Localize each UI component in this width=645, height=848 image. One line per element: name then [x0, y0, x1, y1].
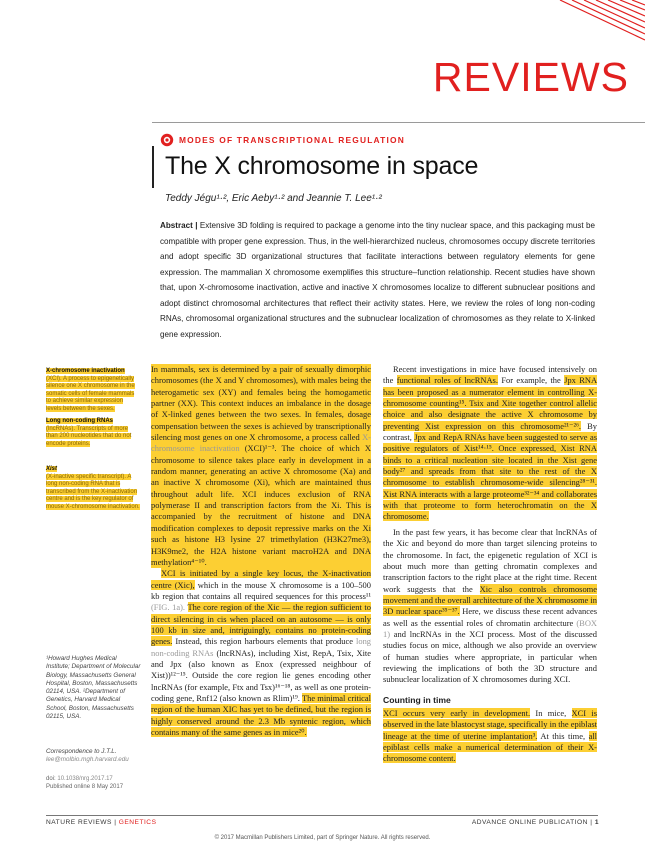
body-column-left	[151, 364, 371, 738]
paragraph-text: For example, the	[501, 375, 561, 386]
glossary-term: Xist	[46, 466, 58, 472]
paragraph	[383, 708, 597, 765]
copyright-notice: © 2017 Macmillan Publishers Limited, part of Springer Nature. All rights reserved.	[214, 835, 431, 841]
published-date: Published online 8 May 2017	[46, 784, 124, 790]
highlighted-text: XCI is observed in the late blastocyst stage, specifically in the epiblast lineage at the time of uterine implantation³.	[383, 707, 597, 741]
doi-prefix: doi:	[46, 776, 56, 782]
glossary-definition: (X-inactive specific transcript). A long non-coding RNA that is transcribed from the X-inactivation centre and is the key regulator of mouse X-chromosome inactivation.	[46, 473, 140, 510]
highlighted-text: functional roles of lncRNAs.	[396, 375, 498, 386]
paragraph-text: Recent investigations in mice have focused intensively on the	[383, 364, 597, 386]
glossary-link[interactable]: long non-coding RNAs	[151, 636, 372, 658]
highlighted-text: The minimal critical region of the human XIC has yet to be defined, but the region is highly conserved around the 2.3 Mb syntenic region, which contains many of the same genes as in mice²⁰.	[151, 692, 371, 737]
glossary-term: Long non-coding RNAs	[46, 418, 113, 424]
figure-link[interactable]: (FIG. 1a).	[151, 602, 186, 613]
affiliations: ¹Howard Hughes Medical Institute; Department of Molecular Biology, Massachusetts General Hospital, Boston, Massachusetts 02114, USA. ²Department of Genetics, Harvard Medical School, Boston, Massachusetts 02115, USA.	[46, 655, 141, 721]
paragraph-text: and lncRNAs in the XCI process. Most of the discussed studies focus on mice, although we also provide an overview of human studies where appropriate, in particular when reviewing the implications of both the 3D structure and subnuclear localization of X chromosomes during XCI.	[383, 628, 598, 685]
doi-block	[46, 775, 142, 791]
glossary-link[interactable]: X-chromosome inactivation	[151, 432, 371, 454]
author-list: Teddy Jégu¹·², Eric Aeby¹·² and Jeannie T. Lee¹·²	[165, 193, 382, 204]
highlighted-text: XCI is initiated by a single key locus, the X-inactivation centre (Xic),	[151, 568, 371, 590]
highlighted-text: Xic also controls chromosome movement and the overall architecture of the X chromosome in 3D nuclear space³⁵⁻³⁷.	[383, 583, 597, 617]
glossary-term: X-chromosome inactivation	[46, 368, 125, 374]
correspondence-email[interactable]: lee@molbio.mgh.harvard.edu	[46, 756, 129, 764]
chromosome-icon	[160, 133, 174, 147]
body-column-right	[383, 364, 597, 765]
paragraph	[151, 568, 371, 738]
paragraph-text: In mammals, sex is determined by a pair of sexually dimorphic chromosomes (the X and Y chromosomes), with males being the heterogametic sex (XY) and females being the homogametic partner (XX). This context induces an imbalance in the dosage of X-linked genes between the two sexes. In females, dosage compensation between the sexes is achieved by transcriptionally silencing most genes on one X chromosome, a process called	[151, 364, 371, 443]
correspondence-label: Correspondence to J.T.L.	[46, 748, 117, 755]
doi-link[interactable]: 10.1038/nrg.2017.17	[57, 776, 113, 782]
title-rule	[152, 146, 154, 188]
paragraph-text: In mice,	[535, 707, 567, 718]
footer-publication: ADVANCE ONLINE PUBLICATION | 1	[471, 819, 599, 826]
glossary-item	[46, 418, 140, 448]
page-number: 1	[594, 819, 599, 826]
paragraph-text: In the past few years, it has become clear that lncRNAs of the Xic and beyond do more than target silencing proteins to the chromosome. In fact, the epigenetic regulation of XCI is about much more than getting chromatin complexes and transcription factors to the right place at the right time. Recent work suggests that the	[383, 526, 597, 594]
paragraph-text: which in the mouse X chromosome is a 100–500 kb region that contains all required sequences for this process¹¹	[151, 579, 371, 601]
glossary-definition: (XCI). A process to epigenetically silence one X chromosome in the somatic cells of female mammals to achieve similar expression levels between the sexes.	[46, 375, 135, 412]
paragraph-text: Here, we discuss these recent advances as well as the essential roles of chromatin architecture	[383, 606, 597, 628]
highlighted-text: XCI occurs very early in development.	[383, 707, 531, 718]
highlighted-text: Jpx RNA has been proposed as a numerator element in controlling X-chromosome counting¹⁵. Tsix and Xite together control allelic choice and also designate the active X chromosome by preventing Xist expression on this chromosome²¹⁻²⁶.	[383, 375, 598, 431]
publication-status: ADVANCE ONLINE PUBLICATION	[471, 819, 588, 826]
paragraph	[383, 527, 597, 686]
box-link[interactable]: (BOX 1)	[383, 617, 597, 639]
highlighted-text: all epiblast cells make a numerical determination of their X-chromosome content.	[383, 730, 598, 764]
abstract	[160, 218, 595, 342]
footer-divider	[46, 815, 598, 816]
glossary-item	[46, 466, 140, 512]
paragraph-text: (lncRNAs), including Xist, RepA, Tsix, Xite and Jpx (also known as Enox (expressed neighbour of Xist))¹²⁻¹⁵. Outside the core region lie genes encoding other lncRNAs (for example, Ftx and Tsx)¹⁶⁻¹⁸, as well as one protein-coding gene, Rnf12 (also known as Rlim)¹⁹.	[151, 647, 372, 703]
paragraph-text: (XCI)¹⁻³. The choice of which X chromosome to silence takes place early in development in a random manner, generating an active X chromosome (Xa) and an inactive X chromosome (Xi), which are maintained thus throughout adult life. XCI induces exclusion of RNA polymerase II and transcription factors from the Xi. This is accompanied by the recruitment of histone and DNA modification complexes to deposit repressive marks on the Xi such as histone H3 lysine 27 trimethylation (H3K27me3), H3K9me2, the H2A histone variant macroH2A and DNA methylation⁴⁻¹⁰.	[151, 443, 372, 567]
highlighted-text: The core region of the Xic — the region sufficient to direct silencing in cis when placed on an autosome — is only 100 kb in size and, intriguingly, contains no protein-coding genes.	[151, 602, 371, 647]
header-divider	[152, 122, 645, 123]
paragraph-text: Instead, this region harbours elements that produce	[175, 636, 353, 647]
footer-journal: NATURE REVIEWS | GENETICS	[46, 819, 157, 826]
paragraph-text: At this time,	[540, 730, 586, 741]
paragraph	[151, 364, 371, 568]
correspondence	[46, 748, 142, 765]
journal-section: GENETICS	[118, 819, 157, 826]
journal-name: NATURE REVIEWS	[46, 819, 112, 826]
glossary-definition: (lncRNAs). Transcripts of more than 200 nucleotides that do not encode proteins.	[46, 425, 132, 447]
series-label	[160, 133, 405, 147]
abstract-label: Abstract |	[160, 221, 198, 230]
paragraph-text: By contrast,	[383, 420, 598, 443]
abstract-text: Extensive 3D folding is required to package a genome into the tiny nuclear space, and this packaging must be compatible with proper gene expression. Thus, in the well-hierarchized nucleus, chromosomes occupy discrete territories and adopt specific 3D organizational structures that facilitate interactions between regulatory elements for gene expression. The mammalian X chromosome exemplifies this structure–function relationship. Recent studies have shown that, upon X-chromosome inactivation, active and inactive X chromosomes localize to different subnuclear positions and adopt distinct chromosomal architectures that reflect their activity states. Here, we review the roles of long non-coding RNAs, chromosomal organizational structures and the subnuclear localization of chromosomes as they relate to X-linked gene expression.	[160, 221, 595, 339]
article-title: The X chromosome in space	[165, 152, 479, 180]
glossary-item	[46, 368, 140, 414]
masthead: REVIEWS	[432, 54, 629, 100]
section-heading: Counting in time	[383, 694, 451, 705]
paragraph	[383, 364, 597, 523]
highlighted-text: Jpx and RepA RNAs have been suggested to serve as positive regulators of Xist¹⁴·¹⁵. Once expressed, Xist RNA binds to a critical nucleation site located in the Xist gene body²⁷ and spreads from that site to the rest of the X chromosome to establish chromosome-wide silencing²⁸⁻³¹. Xist RNA interacts with a large proteome³²⁻³⁴ and collaborates with that proteome to form heterochromatin on the X chromosome.	[383, 432, 598, 522]
series-title: MODES OF TRANSCRIPTIONAL REGULATION	[179, 135, 405, 145]
